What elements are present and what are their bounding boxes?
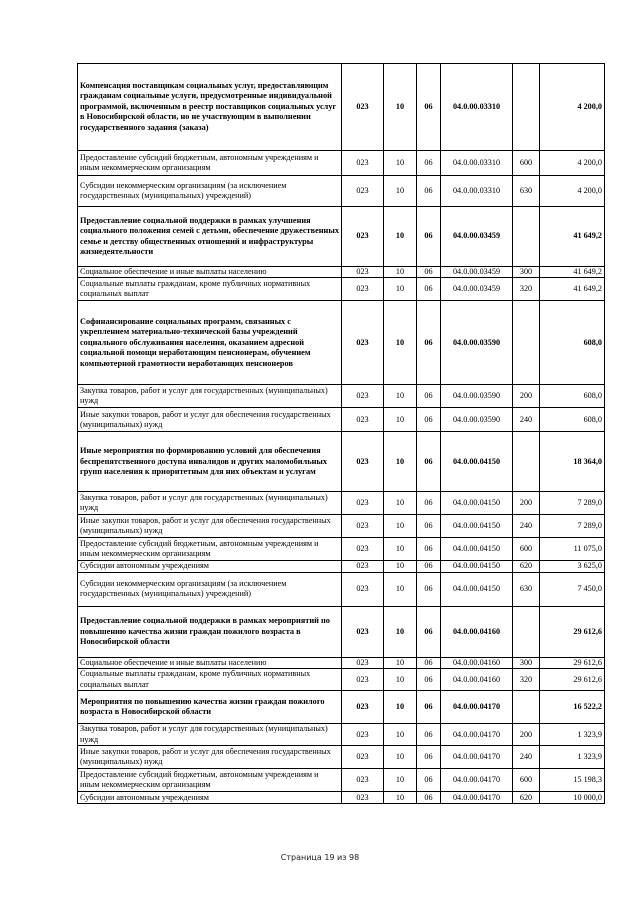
row-vr-code: 600 [513, 151, 540, 176]
row-sum: 4 200,0 [540, 176, 605, 207]
row-vr-code: 200 [513, 492, 540, 515]
row-name: Субсидии автономным учреждениям [78, 561, 342, 572]
row-name: Предоставление социальной поддержки в рамках улучшения социального положения семей с детьми, обеспечение дружественных семье и детству общественных отношений и инфраструктуры жизнедеятельности [78, 207, 342, 267]
row-gr-code: 023 [342, 515, 384, 538]
row-gr-code: 023 [342, 769, 384, 792]
row-csr-code: 04.0.00.03459 [441, 207, 513, 267]
table-row [78, 207, 605, 267]
row-vr-code: 620 [513, 561, 540, 572]
row-name: Иные закупки товаров, работ и услуг для обеспечения государственных (муниципальных) нужд [78, 515, 342, 538]
table-row [78, 176, 605, 207]
row-name: Предоставление субсидий бюджетным, автономным учреждениям и иным некоммерческим организациям [78, 538, 342, 561]
row-sum: 608,0 [540, 408, 605, 432]
row-sum: 41 649,2 [540, 267, 605, 278]
table-row [78, 691, 605, 724]
row-vr-code: 240 [513, 746, 540, 769]
table-row [78, 746, 605, 769]
table-row [78, 267, 605, 278]
row-rz-code: 10 [384, 657, 417, 668]
row-csr-code: 04.0.00.04170 [441, 792, 513, 804]
row-gr-code: 023 [342, 408, 384, 432]
row-csr-code: 04.0.00.03590 [441, 301, 513, 385]
row-rz-code: 10 [384, 64, 417, 151]
row-pr-code: 06 [417, 301, 441, 385]
row-csr-code: 04.0.00.03459 [441, 278, 513, 301]
table-row [78, 792, 605, 804]
table-row [78, 724, 605, 746]
row-rz-code: 10 [384, 792, 417, 804]
row-rz-code: 10 [384, 769, 417, 792]
budget-table [77, 63, 605, 804]
row-sum: 29 612,6 [540, 669, 605, 691]
row-rz-code: 10 [384, 408, 417, 432]
row-name: Субсидии некоммерческим организациям (за исключением государственных (муниципальных) учреждений) [78, 572, 342, 606]
row-pr-code: 06 [417, 538, 441, 561]
row-name: Закупка товаров, работ и услуг для государственных (муниципальных) нужд [78, 385, 342, 408]
table-row [78, 278, 605, 301]
row-gr-code: 023 [342, 176, 384, 207]
row-csr-code: 04.0.00.04160 [441, 657, 513, 668]
row-rz-code: 10 [384, 572, 417, 606]
row-name: Софинансирование социальных программ, связанных с укреплением материально-технической базы учреждений социального обслуживания населения, оказанием адресной социальной помощи неработающим пенсионерам, обучением компьютерной грамотности неработающих пенсионеров [78, 301, 342, 385]
row-sum: 41 649,2 [540, 207, 605, 267]
row-pr-code: 06 [417, 746, 441, 769]
row-pr-code: 06 [417, 724, 441, 746]
row-gr-code: 023 [342, 606, 384, 657]
table-row [78, 515, 605, 538]
table-row [78, 408, 605, 432]
row-rz-code: 10 [384, 278, 417, 301]
row-csr-code: 04.0.00.03310 [441, 151, 513, 176]
row-sum: 29 612,6 [540, 606, 605, 657]
row-csr-code: 04.0.00.04170 [441, 746, 513, 769]
row-name: Иные закупки товаров, работ и услуг для обеспечения государственных (муниципальных) нужд [78, 408, 342, 432]
row-sum: 1 323,9 [540, 724, 605, 746]
table-row [78, 432, 605, 492]
row-rz-code: 10 [384, 176, 417, 207]
row-csr-code: 04.0.00.04150 [441, 432, 513, 492]
row-sum: 10 000,0 [540, 792, 605, 804]
table-row [78, 385, 605, 408]
table-row [78, 606, 605, 657]
row-vr-code [513, 606, 540, 657]
row-name: Иные мероприятия по формированию условий для обеспечения беспрепятственного доступа инвалидов и других маломобильных групп населения к приоритетным для них объектам и услугам [78, 432, 342, 492]
row-vr-code: 630 [513, 176, 540, 207]
table-row [78, 301, 605, 385]
row-rz-code: 10 [384, 207, 417, 267]
row-gr-code: 023 [342, 691, 384, 724]
row-rz-code: 10 [384, 267, 417, 278]
page-footer: Страница 19 из 98 [280, 853, 360, 862]
row-csr-code: 04.0.00.04170 [441, 724, 513, 746]
row-vr-code: 240 [513, 515, 540, 538]
table-row [78, 657, 605, 668]
row-rz-code: 10 [384, 561, 417, 572]
row-csr-code: 04.0.00.04170 [441, 691, 513, 724]
row-csr-code: 04.0.00.03310 [441, 64, 513, 151]
table-row [78, 561, 605, 572]
row-rz-code: 10 [384, 669, 417, 691]
row-pr-code: 06 [417, 515, 441, 538]
row-pr-code: 06 [417, 769, 441, 792]
row-csr-code: 04.0.00.03310 [441, 176, 513, 207]
row-rz-code: 10 [384, 691, 417, 724]
row-sum: 1 323,9 [540, 746, 605, 769]
table-row [78, 669, 605, 691]
row-csr-code: 04.0.00.04170 [441, 769, 513, 792]
table-row [78, 538, 605, 561]
row-gr-code: 023 [342, 572, 384, 606]
row-csr-code: 04.0.00.03590 [441, 408, 513, 432]
row-name: Предоставление субсидий бюджетным, автономным учреждениям и иным некоммерческим организациям [78, 151, 342, 176]
row-pr-code: 06 [417, 492, 441, 515]
row-rz-code: 10 [384, 385, 417, 408]
row-csr-code: 04.0.00.03590 [441, 385, 513, 408]
table-row [78, 151, 605, 176]
row-gr-code: 023 [342, 301, 384, 385]
row-vr-code: 300 [513, 657, 540, 668]
row-csr-code: 04.0.00.04150 [441, 572, 513, 606]
row-pr-code: 06 [417, 669, 441, 691]
row-gr-code: 023 [342, 746, 384, 769]
row-rz-code: 10 [384, 606, 417, 657]
row-pr-code: 06 [417, 792, 441, 804]
row-vr-code: 200 [513, 724, 540, 746]
row-pr-code: 06 [417, 408, 441, 432]
row-vr-code: 300 [513, 267, 540, 278]
table-body [78, 64, 605, 804]
row-rz-code: 10 [384, 515, 417, 538]
row-sum: 18 364,0 [540, 432, 605, 492]
row-csr-code: 04.0.00.04150 [441, 515, 513, 538]
row-gr-code: 023 [342, 207, 384, 267]
row-vr-code [513, 64, 540, 151]
row-vr-code: 320 [513, 278, 540, 301]
row-gr-code: 023 [342, 792, 384, 804]
row-csr-code: 04.0.00.03459 [441, 267, 513, 278]
row-rz-code: 10 [384, 151, 417, 176]
row-name: Закупка товаров, работ и услуг для государственных (муниципальных) нужд [78, 492, 342, 515]
row-gr-code: 023 [342, 432, 384, 492]
row-sum: 7 289,0 [540, 515, 605, 538]
row-name: Предоставление субсидий бюджетным, автономным учреждениям и иным некоммерческим организациям [78, 769, 342, 792]
row-rz-code: 10 [384, 492, 417, 515]
row-pr-code: 06 [417, 572, 441, 606]
row-pr-code: 06 [417, 207, 441, 267]
row-name: Социальное обеспечение и иные выплаты населению [78, 657, 342, 668]
row-rz-code: 10 [384, 746, 417, 769]
row-vr-code: 620 [513, 792, 540, 804]
row-vr-code: 630 [513, 572, 540, 606]
row-sum: 16 522,2 [540, 691, 605, 724]
row-pr-code: 06 [417, 432, 441, 492]
row-vr-code: 600 [513, 769, 540, 792]
row-csr-code: 04.0.00.04160 [441, 606, 513, 657]
row-vr-code: 240 [513, 408, 540, 432]
row-gr-code: 023 [342, 278, 384, 301]
row-gr-code: 023 [342, 657, 384, 668]
row-sum: 29 612,6 [540, 657, 605, 668]
row-name: Субсидии некоммерческим организациям (за исключением государственных (муниципальных) учреждений) [78, 176, 342, 207]
row-name: Социальное обеспечение и иные выплаты населению [78, 267, 342, 278]
row-gr-code: 023 [342, 669, 384, 691]
row-vr-code [513, 301, 540, 385]
row-rz-code: 10 [384, 724, 417, 746]
row-pr-code: 06 [417, 561, 441, 572]
table-row [78, 64, 605, 151]
table-row [78, 769, 605, 792]
row-gr-code: 023 [342, 561, 384, 572]
row-pr-code: 06 [417, 176, 441, 207]
row-pr-code: 06 [417, 267, 441, 278]
row-vr-code: 200 [513, 385, 540, 408]
row-sum: 608,0 [540, 385, 605, 408]
row-sum: 4 200,0 [540, 151, 605, 176]
row-name: Мероприятия по повышению качества жизни граждан пожилого возраста в Новосибирской области [78, 691, 342, 724]
row-sum: 3 625,0 [540, 561, 605, 572]
row-sum: 11 075,0 [540, 538, 605, 561]
row-pr-code: 06 [417, 691, 441, 724]
row-sum: 41 649,2 [540, 278, 605, 301]
row-gr-code: 023 [342, 724, 384, 746]
row-name: Субсидии автономным учреждениям [78, 792, 342, 804]
row-name: Компенсация поставщикам социальных услуг, предоставляющим гражданам социальные услуги, предусмотренные индивидуальной программой, включенным в реестр поставщиков социальных услуг в Новосибирской области, но не участвующим в выполнении государственного задания (заказа) [78, 64, 342, 151]
row-sum: 4 200,0 [540, 64, 605, 151]
row-gr-code: 023 [342, 492, 384, 515]
table-row [78, 572, 605, 606]
row-pr-code: 06 [417, 278, 441, 301]
row-pr-code: 06 [417, 64, 441, 151]
row-gr-code: 023 [342, 151, 384, 176]
row-sum: 7 289,0 [540, 492, 605, 515]
row-csr-code: 04.0.00.04150 [441, 561, 513, 572]
row-pr-code: 06 [417, 657, 441, 668]
row-csr-code: 04.0.00.04150 [441, 538, 513, 561]
table-row [78, 492, 605, 515]
row-rz-code: 10 [384, 538, 417, 561]
row-gr-code: 023 [342, 267, 384, 278]
row-csr-code: 04.0.00.04160 [441, 669, 513, 691]
row-rz-code: 10 [384, 432, 417, 492]
row-vr-code [513, 207, 540, 267]
row-name: Социальные выплаты гражданам, кроме публичных нормативных социальных выплат [78, 669, 342, 691]
row-name: Социальные выплаты гражданам, кроме публичных нормативных социальных выплат [78, 278, 342, 301]
row-pr-code: 06 [417, 606, 441, 657]
row-gr-code: 023 [342, 64, 384, 151]
row-vr-code: 320 [513, 669, 540, 691]
row-vr-code: 600 [513, 538, 540, 561]
row-sum: 608,0 [540, 301, 605, 385]
row-name: Закупка товаров, работ и услуг для государственных (муниципальных) нужд [78, 724, 342, 746]
row-rz-code: 10 [384, 301, 417, 385]
row-name: Иные закупки товаров, работ и услуг для обеспечения государственных (муниципальных) нужд [78, 746, 342, 769]
row-vr-code [513, 432, 540, 492]
row-vr-code [513, 691, 540, 724]
row-csr-code: 04.0.00.04150 [441, 492, 513, 515]
row-sum: 15 198,3 [540, 769, 605, 792]
row-sum: 7 450,0 [540, 572, 605, 606]
row-pr-code: 06 [417, 385, 441, 408]
row-gr-code: 023 [342, 538, 384, 561]
row-gr-code: 023 [342, 385, 384, 408]
row-pr-code: 06 [417, 151, 441, 176]
row-name: Предоставление социальной поддержки в рамках мероприятий по повышению качества жизни граждан пожилого возраста в Новосибирской области [78, 606, 342, 657]
